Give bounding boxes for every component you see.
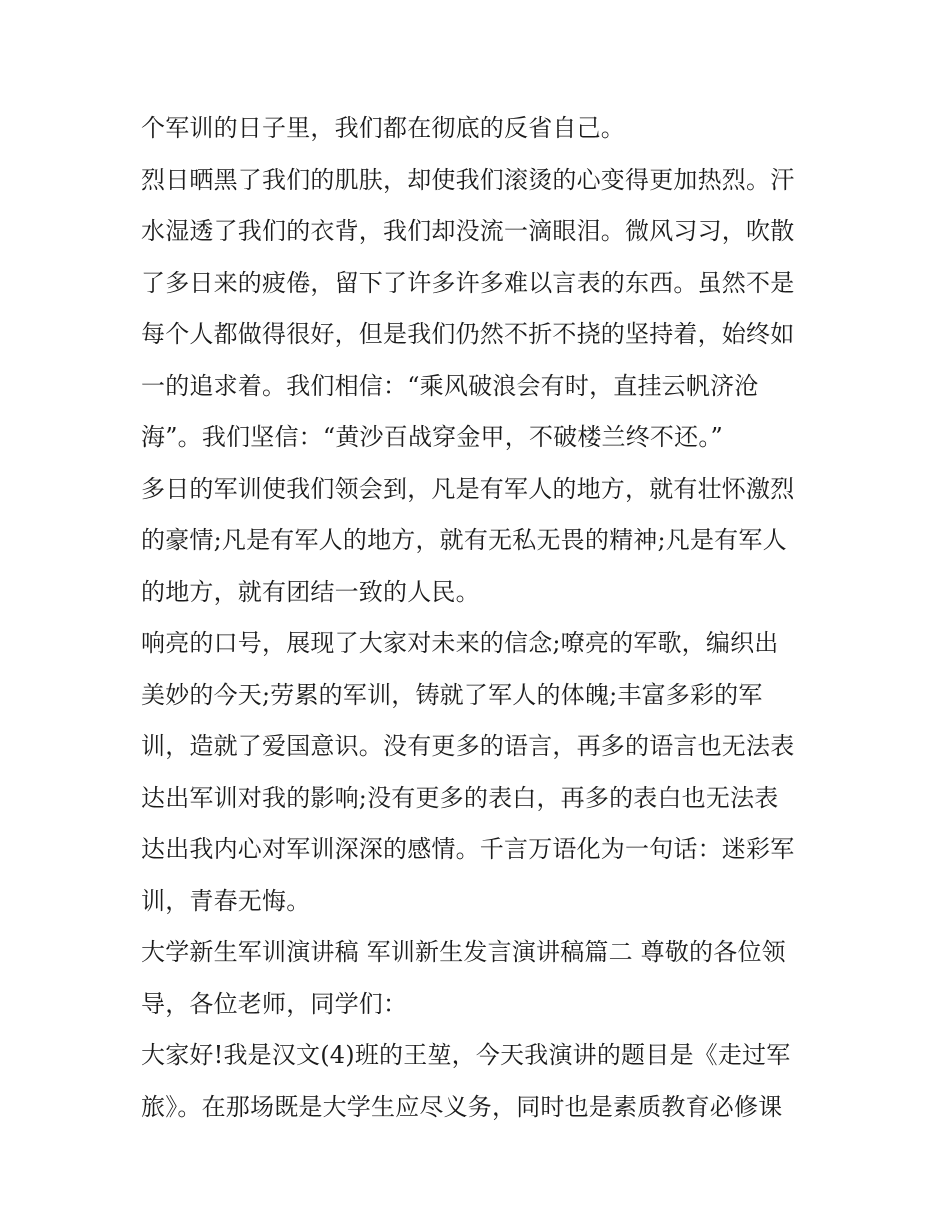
- text-line: 达出我内心对军训深深的感情。千言万语化为一句话：迷彩军: [141, 835, 795, 863]
- text-line: 旅》。在那场既是大学生应尽义务，同时也是素质教育必修课: [141, 1092, 783, 1121]
- document-body: [141, 103, 816, 1133]
- text-line: 多日的军训使我们领会到，凡是有军人的地方，就有壮怀激烈: [141, 474, 795, 503]
- text-line: 响亮的口号，展现了大家对未来的信念;嘹亮的军歌，编织出: [141, 629, 779, 657]
- text-line: 美妙的今天;劳累的军训，铸就了军人的体魄;丰富多彩的军: [141, 680, 763, 709]
- text-line: 大学新生军训演讲稿 军训新生发言演讲稿篇二 尊敬的各位领: [141, 938, 786, 966]
- text-line: 导，各位老师，同学们：: [141, 989, 408, 1018]
- text-line: 达出军训对我的影响;没有更多的表白，再多的表白也无法表: [141, 783, 779, 812]
- text-line: 烈日晒黑了我们的肌肤，却使我们滚烫的心变得更加热烈。汗: [141, 165, 795, 194]
- text-line: 了多日来的疲倦，留下了许多许多难以言表的东西。虽然不是: [141, 268, 795, 297]
- text-line: 大家好!我是汉文(4)班的王堃，今天我演讲的题目是《走过军: [141, 1041, 791, 1069]
- text-line: 的地方，就有团结一致的人民。: [141, 577, 480, 606]
- text-line: 的豪情;凡是有军人的地方，就有无私无畏的精神;凡是有军人: [141, 526, 787, 554]
- text-line: 训，造就了爱国意识。没有更多的语言，再多的语言也无法表: [141, 732, 795, 760]
- text-line: 训，青春无悔。: [141, 886, 311, 915]
- text-line: 水湿透了我们的衣背，我们却没流一滴眼泪。微风习习，吹散: [141, 217, 795, 245]
- text-line: 海”。我们坚信：“黄沙百战穿金甲，不破楼兰终不还。”: [141, 423, 724, 451]
- text-line: 每个人都做得很好，但是我们仍然不折不挠的坚持着，始终如: [141, 320, 795, 348]
- text-line: 一的追求着。我们相信：“乘风破浪会有时，直挂云帆济沧: [141, 371, 759, 400]
- text-line: 个军训的日子里，我们都在彻底的反省自己。: [141, 114, 625, 142]
